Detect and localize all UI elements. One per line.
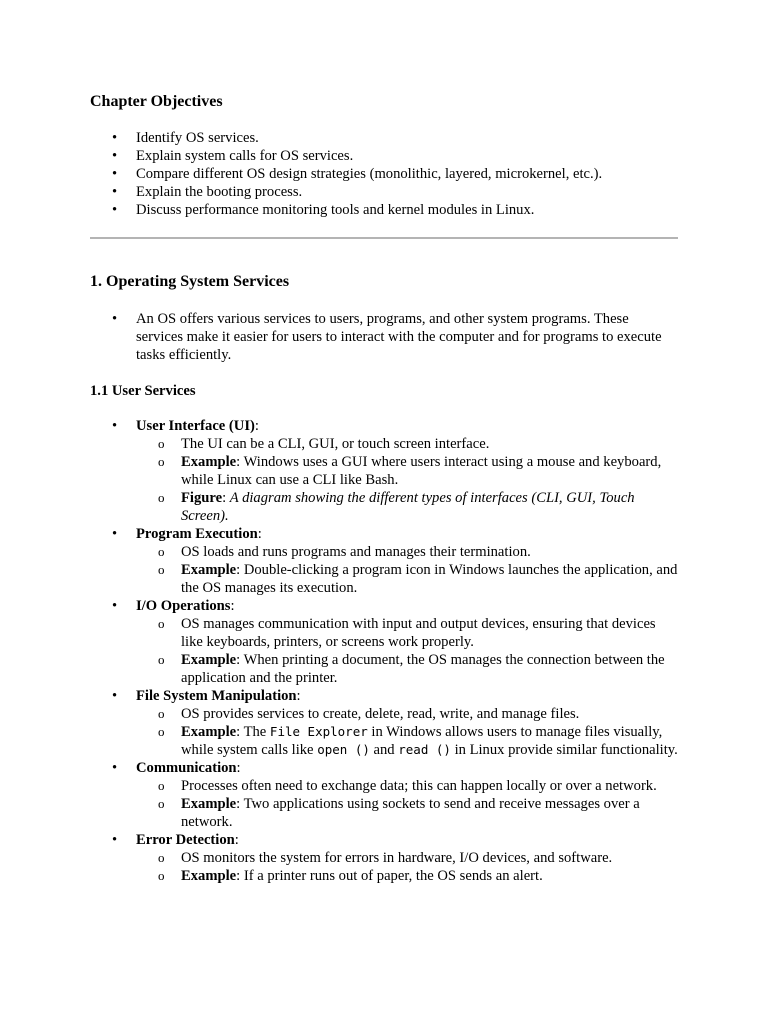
service-title: File System Manipulation [136, 688, 297, 704]
objective-item: • Explain system calls for OS services. [90, 147, 678, 165]
code-read: read () [398, 742, 451, 757]
point-label: Example [181, 652, 237, 668]
code-open: open () [317, 742, 370, 757]
service-points [136, 777, 678, 831]
service-item [90, 417, 678, 525]
objectives-list [90, 129, 678, 219]
service-item [90, 759, 678, 831]
point-label: Example [181, 454, 237, 470]
point-text: : When printing a document, the OS manages the connection between the application and the printer. [181, 652, 665, 686]
service-points [136, 435, 678, 525]
service-point: o OS manages communication with input and output devices, ensuring that devices like keyboards, printers, or screens work properly. [136, 615, 678, 651]
service-item [90, 831, 678, 885]
service-title: Program Execution [136, 526, 258, 542]
service-point: o OS provides services to create, delete, read, write, and manage files. [136, 705, 678, 723]
objective-item: • Explain the booting process. [90, 183, 678, 201]
section-intro: • An OS offers various services to users, programs, and other system programs. These services make it easier for users to interact with the computer and for programs to execute tasks efficiently. [90, 310, 678, 364]
point-label: Example [181, 868, 237, 884]
service-point: o The UI can be a CLI, GUI, or touch screen interface. [136, 435, 678, 453]
service-title: I/O Operations [136, 598, 231, 614]
service-points [136, 615, 678, 687]
point-text: : Double-clicking a program icon in Windows launches the application, and the OS manages its execution. [181, 562, 678, 596]
service-point [136, 867, 678, 885]
code-file-explorer: File Explorer [269, 724, 368, 739]
point-label: Example [181, 562, 237, 578]
service-title: Communication [136, 760, 237, 776]
service-item [90, 597, 678, 687]
point-label: Example [181, 724, 237, 740]
point-text: in Windows allows users to manage files visually, while system calls like [181, 724, 663, 758]
service-points [136, 543, 678, 597]
service-colon: : [296, 688, 301, 704]
objective-item: • Discuss performance monitoring tools and kernel modules in Linux. [90, 201, 678, 219]
service-title: User Interface (UI) [136, 418, 255, 434]
objective-item: • Identify OS services. [90, 129, 678, 147]
section-heading: 1. Operating System Services [90, 273, 290, 290]
subsection-heading: 1.1 User Services [90, 383, 196, 399]
service-colon: : [230, 598, 235, 614]
services-list [90, 417, 678, 885]
service-title: Error Detection [136, 832, 235, 848]
figure-caption: A diagram showing the different types of interfaces (CLI, GUI, Touch Screen). [181, 490, 635, 524]
service-point: o Processes often need to exchange data; this can happen locally or over a network. [136, 777, 678, 795]
service-point [136, 723, 678, 759]
horizontal-rule [90, 237, 678, 239]
service-points [136, 849, 678, 885]
service-point [136, 651, 678, 687]
service-colon: : [234, 832, 239, 848]
point-text: in Linux provide similar functionality. [450, 742, 678, 758]
service-point [136, 561, 678, 597]
service-point: o OS monitors the system for errors in hardware, I/O devices, and software. [136, 849, 678, 867]
service-colon: : [254, 418, 259, 434]
section-intro-list [90, 310, 678, 364]
service-item [90, 687, 678, 759]
service-colon: : [257, 526, 262, 542]
objective-item: • Compare different OS design strategies (monolithic, layered, microkernel, etc.). [90, 165, 678, 183]
point-label: Example [181, 796, 237, 812]
point-label: Figure [181, 490, 223, 506]
point-text: and [369, 742, 399, 758]
service-point [136, 489, 678, 525]
service-point [136, 795, 678, 831]
service-colon: : [236, 760, 241, 776]
point-text: : If a printer runs out of paper, the OS sends an alert. [236, 868, 543, 884]
service-item [90, 525, 678, 597]
point-text: : The [236, 724, 270, 740]
service-point [136, 453, 678, 489]
chapter-objectives-heading: Chapter Objectives [90, 93, 223, 110]
service-point: o OS loads and runs programs and manages their termination. [136, 543, 678, 561]
service-points [136, 705, 678, 759]
point-text: : Two applications using sockets to send and receive messages over a network. [181, 796, 640, 830]
point-sep: : [222, 490, 230, 506]
point-text: : Windows uses a GUI where users interact using a mouse and keyboard, while Linux can use a CLI like Bash. [181, 454, 662, 488]
